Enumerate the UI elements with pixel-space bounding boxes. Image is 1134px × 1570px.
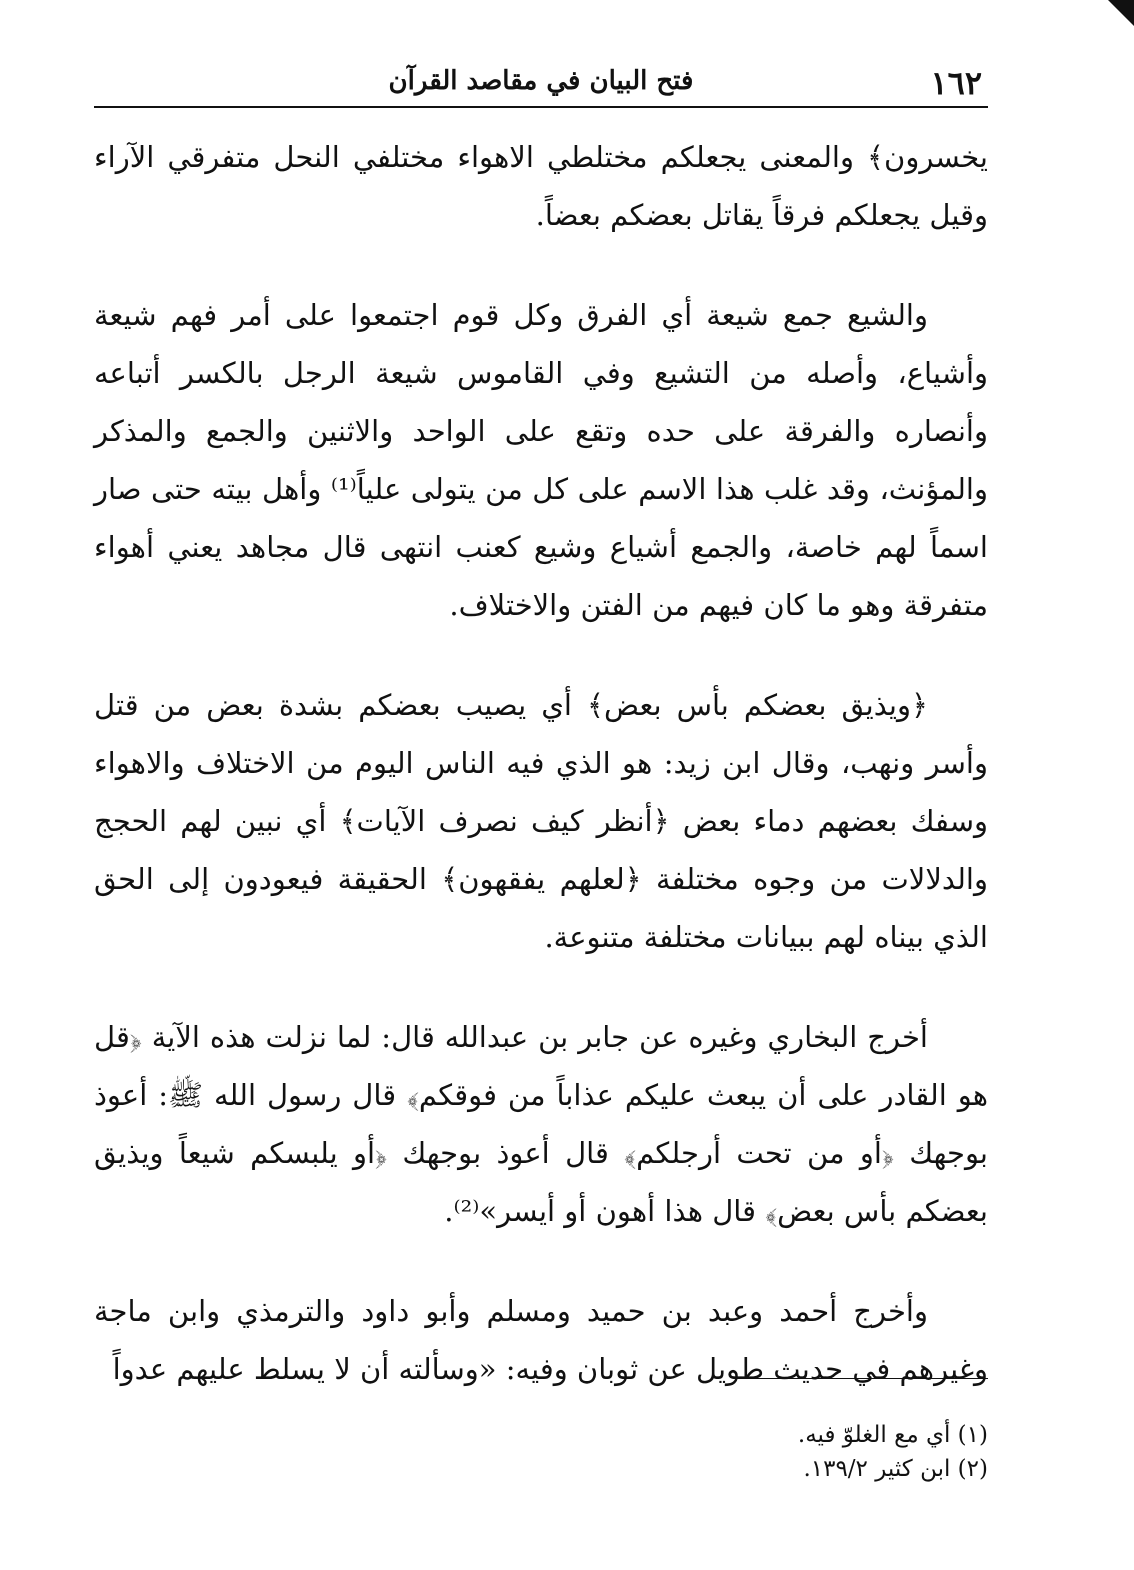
running-title: فتح البيان في مقاصد القرآن bbox=[388, 66, 694, 96]
paragraph-5: وأخرج أحمد وعبد بن حميد ومسلم وأبو داود والترمذي وابن ماجة وغيرهم في حديث طويل عن ثوبان وفيه: «وسألته أن لا يسلط عليهم عدواً bbox=[94, 1294, 988, 1386]
paragraph-1: يخسرون﴾ والمعنى يجعلكم مختلطي الاهواء مختلفي النحل متفرقي الآراء وقيل يجعلكم فرقاً يقاتل بعضكم بعضاً. bbox=[94, 140, 988, 232]
paragraph-3: ﴿ويذيق بعضكم بأس بعض﴾ أي يصيب بعضكم بشدة بعض من قتل وأسر ونهب، وقال ابن زيد: هو الذي فيه الناس اليوم من الاختلاف والاهواء وسفك بعضهم دماء بعض ﴿أنظر كيف نصرف الآيات﴾ أي نبين لهم الحجج والدلالات من وجوه مختلفة ﴿لعلهم يفقهون﴾ الحقيقة فيعودون إلى الحق الذي بيناه لهم ببيانات مختلفة متنوعة. bbox=[94, 688, 988, 954]
body-text bbox=[94, 128, 988, 1440]
paragraph-2: والشيع جمع شيعة أي الفرق وكل قوم اجتمعوا على أمر فهم شيعة وأشياع، وأصله من التشيع وفي القاموس شيعة الرجل بالكسر أتباعه وأنصاره والفرقة على حده وتقع على الواحد والاثنين والجمع والمذكر والمؤنث، وقد غلب هذا الاسم على كل من يتولى علياً⁽¹⁾ وأهل بيته حتى صار اسماً لهم خاصة، والجمع أشياع وشيع كعنب انتهى قال مجاهد يعني أهواء متفرقة وهو ما كان فيهم من الفتن والاختلاف. bbox=[94, 298, 988, 622]
footnote-1: (١) أي مع الغلوّ فيه. bbox=[797, 1422, 988, 1448]
footnote-2: (٢) ابن كثير ١٣٩/٢. bbox=[803, 1456, 988, 1482]
page-header bbox=[94, 62, 988, 106]
header-rule bbox=[94, 106, 988, 108]
corner-mark bbox=[1108, 0, 1134, 26]
footnotes bbox=[94, 1418, 988, 1486]
page-number: ١٦٢ bbox=[930, 64, 982, 102]
footnote-rule bbox=[742, 1378, 988, 1379]
paragraph-4: أخرج البخاري وغيره عن جابر بن عبدالله قال: لما نزلت هذه الآية ﴿قل هو القادر على أن يبعث عليكم عذاباً من فوقكم﴾ قال رسول الله ﷺ: أعوذ بوجهك ﴿أو من تحت أرجلكم﴾ قال أعوذ بوجهك ﴿أو يلبسكم شيعاً ويذيق بعضكم بأس بعض﴾ قال هذا أهون أو أيسر»⁽²⁾. bbox=[94, 1020, 988, 1228]
